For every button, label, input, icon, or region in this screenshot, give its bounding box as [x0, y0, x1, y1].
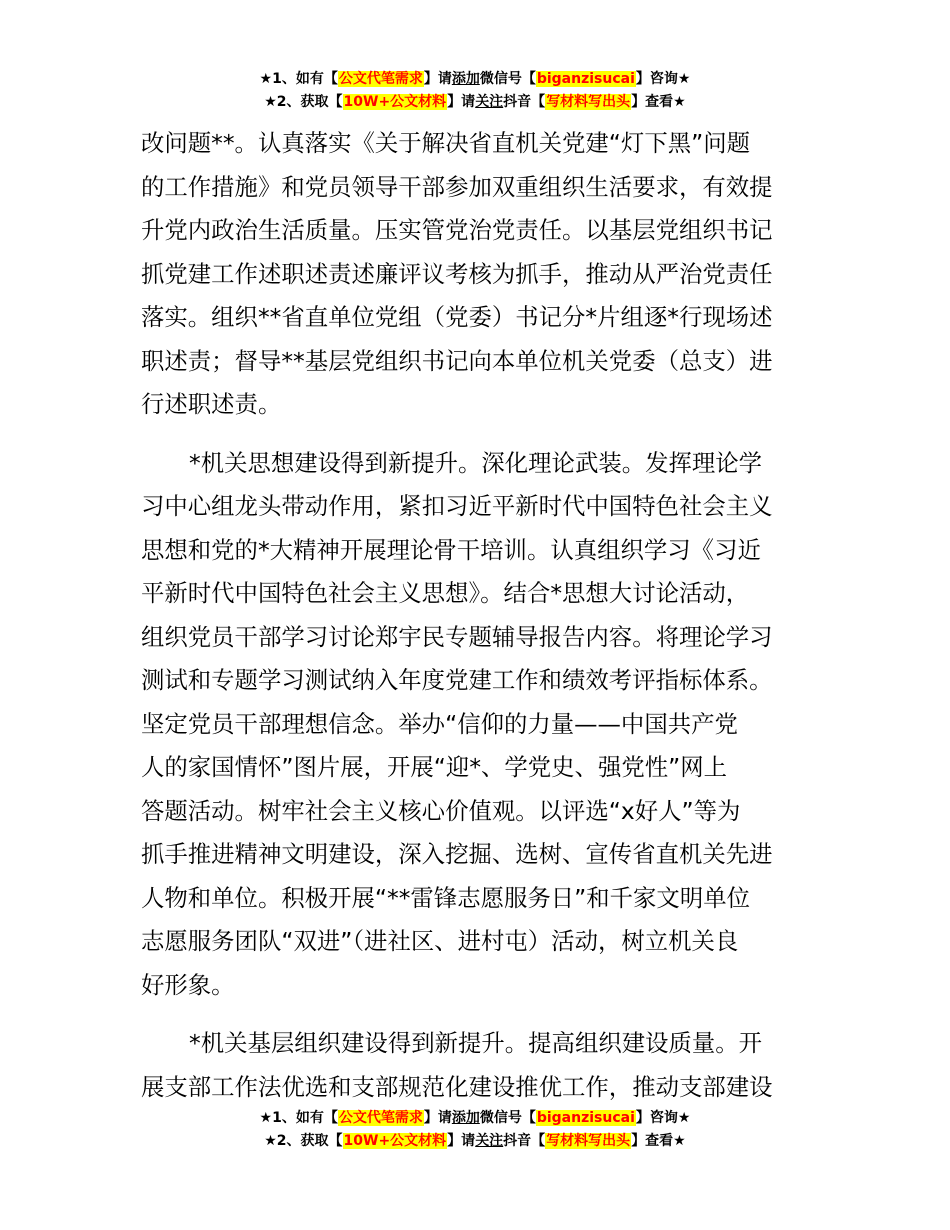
header-line-1-mid1: 】请	[423, 71, 452, 87]
footer-line-2-mid1: 】请	[447, 1133, 476, 1149]
body-line: 抓党建工作述职述责述廉评议考核为抓手，推动从严治党责任	[141, 259, 773, 288]
service-highlight: 公文代笔需求	[338, 1110, 423, 1126]
header-line-2-suffix: 】查看★	[631, 94, 686, 110]
body-line: 坚定党员干部理想信念。举办“信仰的力量——中国共产党	[141, 709, 738, 738]
footer-line-2-prefix: ★2、获取【	[264, 1133, 343, 1149]
document-body	[141, 122, 811, 1109]
header-line-1-emph: 添加	[451, 71, 480, 87]
body-line: 抓手推进精神文明建设，深入挖掘、选树、宣传省直机关先进	[141, 840, 773, 868]
body-line: 习中心组龙头带动作用，紧扣习近平新时代中国特色社会主义	[141, 492, 773, 520]
body-line: 人的家国情怀”图片展，开展“迎*、学党史、强党性”网上	[141, 753, 728, 781]
footer-line-1-prefix: ★1、如有【	[259, 1110, 338, 1126]
body-line: 行述职述责。	[141, 390, 282, 418]
header-banner	[0, 68, 950, 114]
footer-line-2-mid2: 抖音【	[503, 1133, 546, 1149]
body-line: 人物和单位。积极开展“**雷锋志愿服务日”和千家文明单位	[141, 883, 750, 912]
header-line-1	[0, 68, 950, 91]
materials-highlight: 10W+公文材料	[343, 1133, 447, 1149]
footer-line-2	[0, 1130, 950, 1153]
footer-line-2-suffix: 】查看★	[631, 1133, 686, 1149]
body-line: 思想和党的*大精神开展理论骨干培训。认真组织学习《习近	[141, 535, 761, 564]
header-line-2-emph: 关注	[475, 94, 504, 110]
body-line: 展支部工作法优选和支部规范化建设推优工作，推动支部建设	[141, 1072, 773, 1101]
footer-line-2-emph: 关注	[475, 1133, 504, 1149]
douyin-id-highlight: 写材料写出头	[546, 94, 631, 110]
header-line-2-prefix: ★2、获取【	[264, 94, 343, 110]
footer-line-1-mid2: 微信号【	[479, 1110, 536, 1126]
body-line: 志愿服务团队“双进”（进社区、进村屯）活动，树立机关良	[141, 927, 739, 955]
service-highlight: 公文代笔需求	[338, 71, 423, 87]
footer-line-1-emph: 添加	[451, 1110, 480, 1126]
body-line: 改问题**。认真落实《关于解决省直机关党建“灯下黑”问题	[141, 129, 750, 157]
header-line-2	[0, 91, 950, 114]
body-line: 好形象。	[141, 970, 235, 999]
footer-line-1-mid1: 】请	[423, 1110, 452, 1126]
body-line: *机关基层组织建设得到新提升。提高组织建设质量。开	[189, 1029, 763, 1057]
paragraph-1	[141, 122, 811, 427]
wechat-id-highlight: biganzisucai	[536, 71, 635, 87]
body-line: 的工作措施》和党员领导干部参加双重组织生活要求，有效提	[141, 172, 773, 201]
douyin-id-highlight: 写材料写出头	[546, 1133, 631, 1149]
header-line-1-prefix: ★1、如有【	[259, 71, 338, 87]
body-line: *机关思想建设得到新提升。深化理论武装。发挥理论学	[189, 448, 763, 477]
header-line-1-suffix: 】咨询★	[635, 71, 691, 87]
materials-highlight: 10W+公文材料	[343, 94, 447, 110]
paragraph-3	[141, 1022, 811, 1109]
footer-line-1	[0, 1107, 950, 1130]
body-line: 测试和专题学习测试纳入年度党建工作和绩效考评指标体系。	[141, 666, 773, 694]
body-line: 落实。组织**省直单位党组（党委）书记分*片组逐*行现场述	[141, 303, 773, 331]
body-line: 职述责；督导**基层党组织书记向本单位机关党委（总支）进	[141, 346, 773, 375]
paragraph-2	[141, 442, 811, 1008]
wechat-id-highlight: biganzisucai	[536, 1110, 635, 1126]
footer-banner	[0, 1107, 950, 1153]
body-line: 平新时代中国特色社会主义思想》。结合*思想大讨论活动，	[141, 579, 750, 607]
header-line-2-mid1: 】请	[447, 94, 476, 110]
body-line: 升党内政治生活质量。压实管党治党责任。以基层党组织书记	[141, 216, 773, 244]
body-line: 组织党员干部学习讨论郑宇民专题辅导报告内容。将理论学习	[141, 622, 773, 651]
header-line-2-mid2: 抖音【	[503, 94, 546, 110]
body-line: 答题活动。树牢社会主义核心价值观。以评选“x好人”等为	[141, 796, 741, 825]
footer-line-1-suffix: 】咨询★	[635, 1110, 691, 1126]
header-line-1-mid2: 微信号【	[479, 71, 536, 87]
